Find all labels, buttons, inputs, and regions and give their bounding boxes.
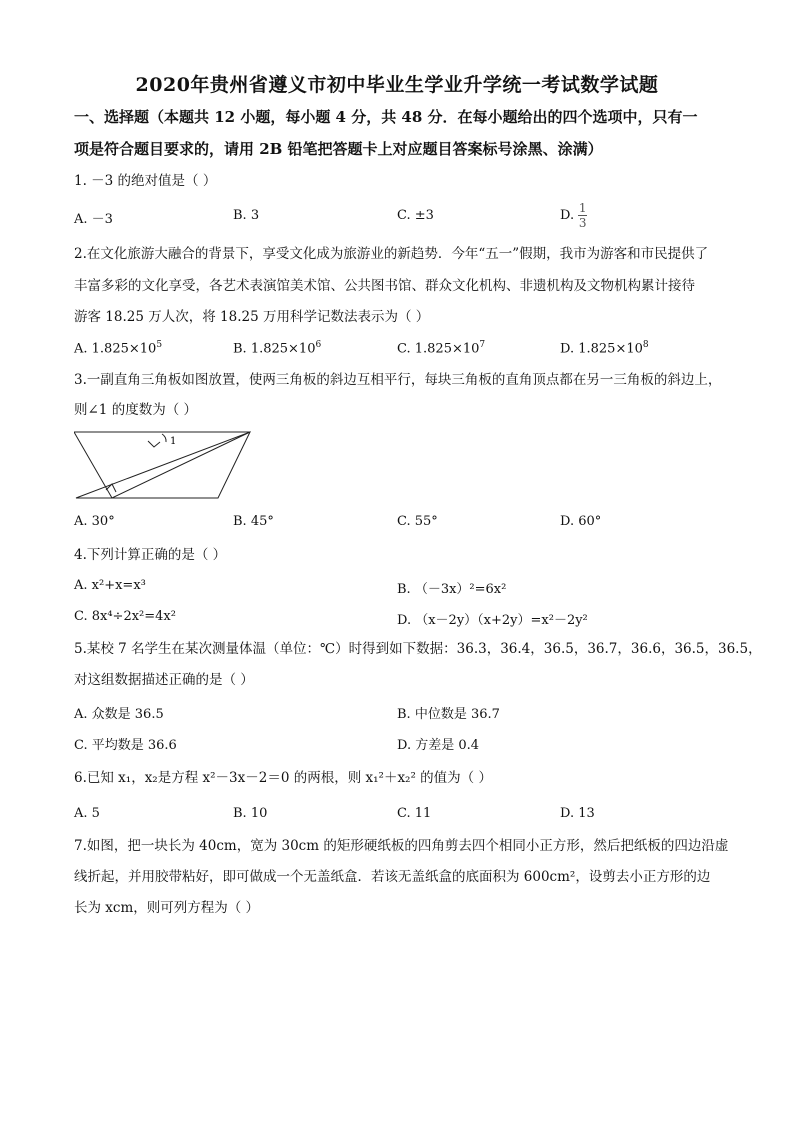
q2-option-b-exponent: 6 — [315, 340, 322, 350]
q2-stem-line-1: 2.在文化旅游大融合的背景下，享受文化成为旅游业的新趋势．今年“五一”假期，我市为游客和市民提供了 — [74, 246, 709, 262]
q2-option-d — [560, 340, 649, 356]
triangle-figure — [74, 428, 254, 502]
exam-title: 2020年贵州省遵义市初中毕业生学业升学统一考试数学试题 — [135, 74, 659, 96]
q4-option-b: B. （－3x）²=6x² — [397, 582, 507, 597]
q2-option-a — [74, 340, 162, 356]
fraction-numerator: 1 — [578, 201, 587, 215]
q3-option-b: B. 45° — [233, 514, 274, 529]
angle-1-arc — [162, 434, 166, 442]
q5-stem-line-2: 对这组数据描述正确的是（ ） — [74, 672, 254, 688]
q6-option-b: B. 10 — [233, 806, 268, 821]
q1-option-d-label: D. — [560, 208, 575, 223]
q6-stem: 6.已知 x₁，x₂是方程 x²－3x－2＝0 的两根，则 x₁²＋x₂² 的值为（ ） — [74, 770, 492, 786]
q5-option-d: D. 方差是 0.4 — [397, 738, 480, 753]
q1-option-c: C. ±3 — [397, 208, 434, 223]
q2-option-a-text: A. 1.825×10 — [74, 341, 157, 357]
q2-option-a-exponent: 5 — [156, 340, 163, 350]
q2-option-d-exponent: 8 — [642, 340, 649, 350]
q2-option-c-exponent: 7 — [479, 340, 486, 350]
q7-stem-line-1: 7.如图，把一块长为 40cm，宽为 30cm 的矩形硬纸板的四角剪去四个相同小正方形，然后把纸板的四边沿虚 — [74, 838, 729, 854]
large-triangle — [76, 432, 250, 498]
q2-stem-line-3: 游客 18.25 万人次，将 18.25 万用科学记数法表示为（ ） — [74, 309, 430, 325]
q1-option-b: B. 3 — [233, 208, 260, 223]
q1-option-d — [560, 202, 587, 229]
q2-option-c — [397, 340, 485, 356]
q5-option-c: C. 平均数是 36.6 — [74, 738, 177, 753]
q6-option-c: C. 11 — [397, 806, 432, 821]
q2-stem-line-2: 丰富多彩的文化享受，各艺术表演馆美术馆、公共图书馆、群众文化机构、非遗机构及文物机构累计接待 — [74, 278, 695, 294]
right-angle-mark-top — [148, 441, 160, 447]
q3-option-a: A. 30° — [74, 514, 115, 529]
q2-option-b-text: B. 1.825×10 — [233, 341, 316, 357]
q3-option-d: D. 60° — [560, 514, 602, 529]
q5-option-a: A. 众数是 36.5 — [74, 707, 164, 722]
q4-option-d: D. （x－2y）（x+2y）=x²－2y² — [397, 613, 588, 628]
q5-option-b: B. 中位数是 36.7 — [397, 707, 500, 722]
q6-option-a: A. 5 — [74, 806, 100, 821]
q4-option-c: C. 8x⁴÷2x²=4x² — [74, 609, 176, 624]
q3-option-c: C. 55° — [397, 514, 438, 529]
q2-option-c-text: C. 1.825×10 — [397, 341, 480, 357]
q1-stem: 1. －3 的绝对值是（ ） — [74, 173, 217, 189]
q2-option-d-text: D. 1.825×10 — [560, 341, 643, 357]
fraction — [578, 202, 587, 229]
q2-option-b — [233, 340, 321, 356]
q1-option-a: A. －3 — [74, 212, 113, 227]
q7-stem-line-2: 线折起，并用胶带粘好，即可做成一个无盖纸盒．若该无盖纸盒的底面积为 600cm²，设剪去小正方形的边 — [74, 869, 711, 885]
section-header-line-1: 一、选择题（本题共 12 小题，每小题 4 分，共 48 分．在每小题给出的四个选项中，只有一 — [74, 108, 698, 126]
fraction-denominator: 3 — [578, 216, 587, 230]
q4-option-a: A. x²+x=x³ — [74, 578, 146, 593]
q7-stem-line-3: 长为 xcm，则可列方程为（ ） — [74, 900, 260, 916]
q3-stem-line-1: 3.一副直角三角板如图放置，使两三角板的斜边互相平行，每块三角板的直角顶点都在另一三角板的斜边上， — [74, 372, 722, 388]
section-header-line-2: 项是符合题目要求的，请用 2B 铅笔把答题卡上对应题目答案标号涂黑、涂满） — [74, 140, 603, 158]
q5-stem-line-1: 5.某校 7 名学生在某次测量体温（单位：℃）时得到如下数据：36.3，36.4，36.5，36.7，36.6，36.5，36.5， — [74, 641, 762, 657]
q4-stem: 4.下列计算正确的是（ ） — [74, 547, 227, 563]
q6-option-d: D. 13 — [560, 806, 595, 821]
angle-1-label: 1 — [170, 436, 177, 447]
q3-stem-line-2: 则∠1 的度数为（ ） — [74, 402, 197, 418]
